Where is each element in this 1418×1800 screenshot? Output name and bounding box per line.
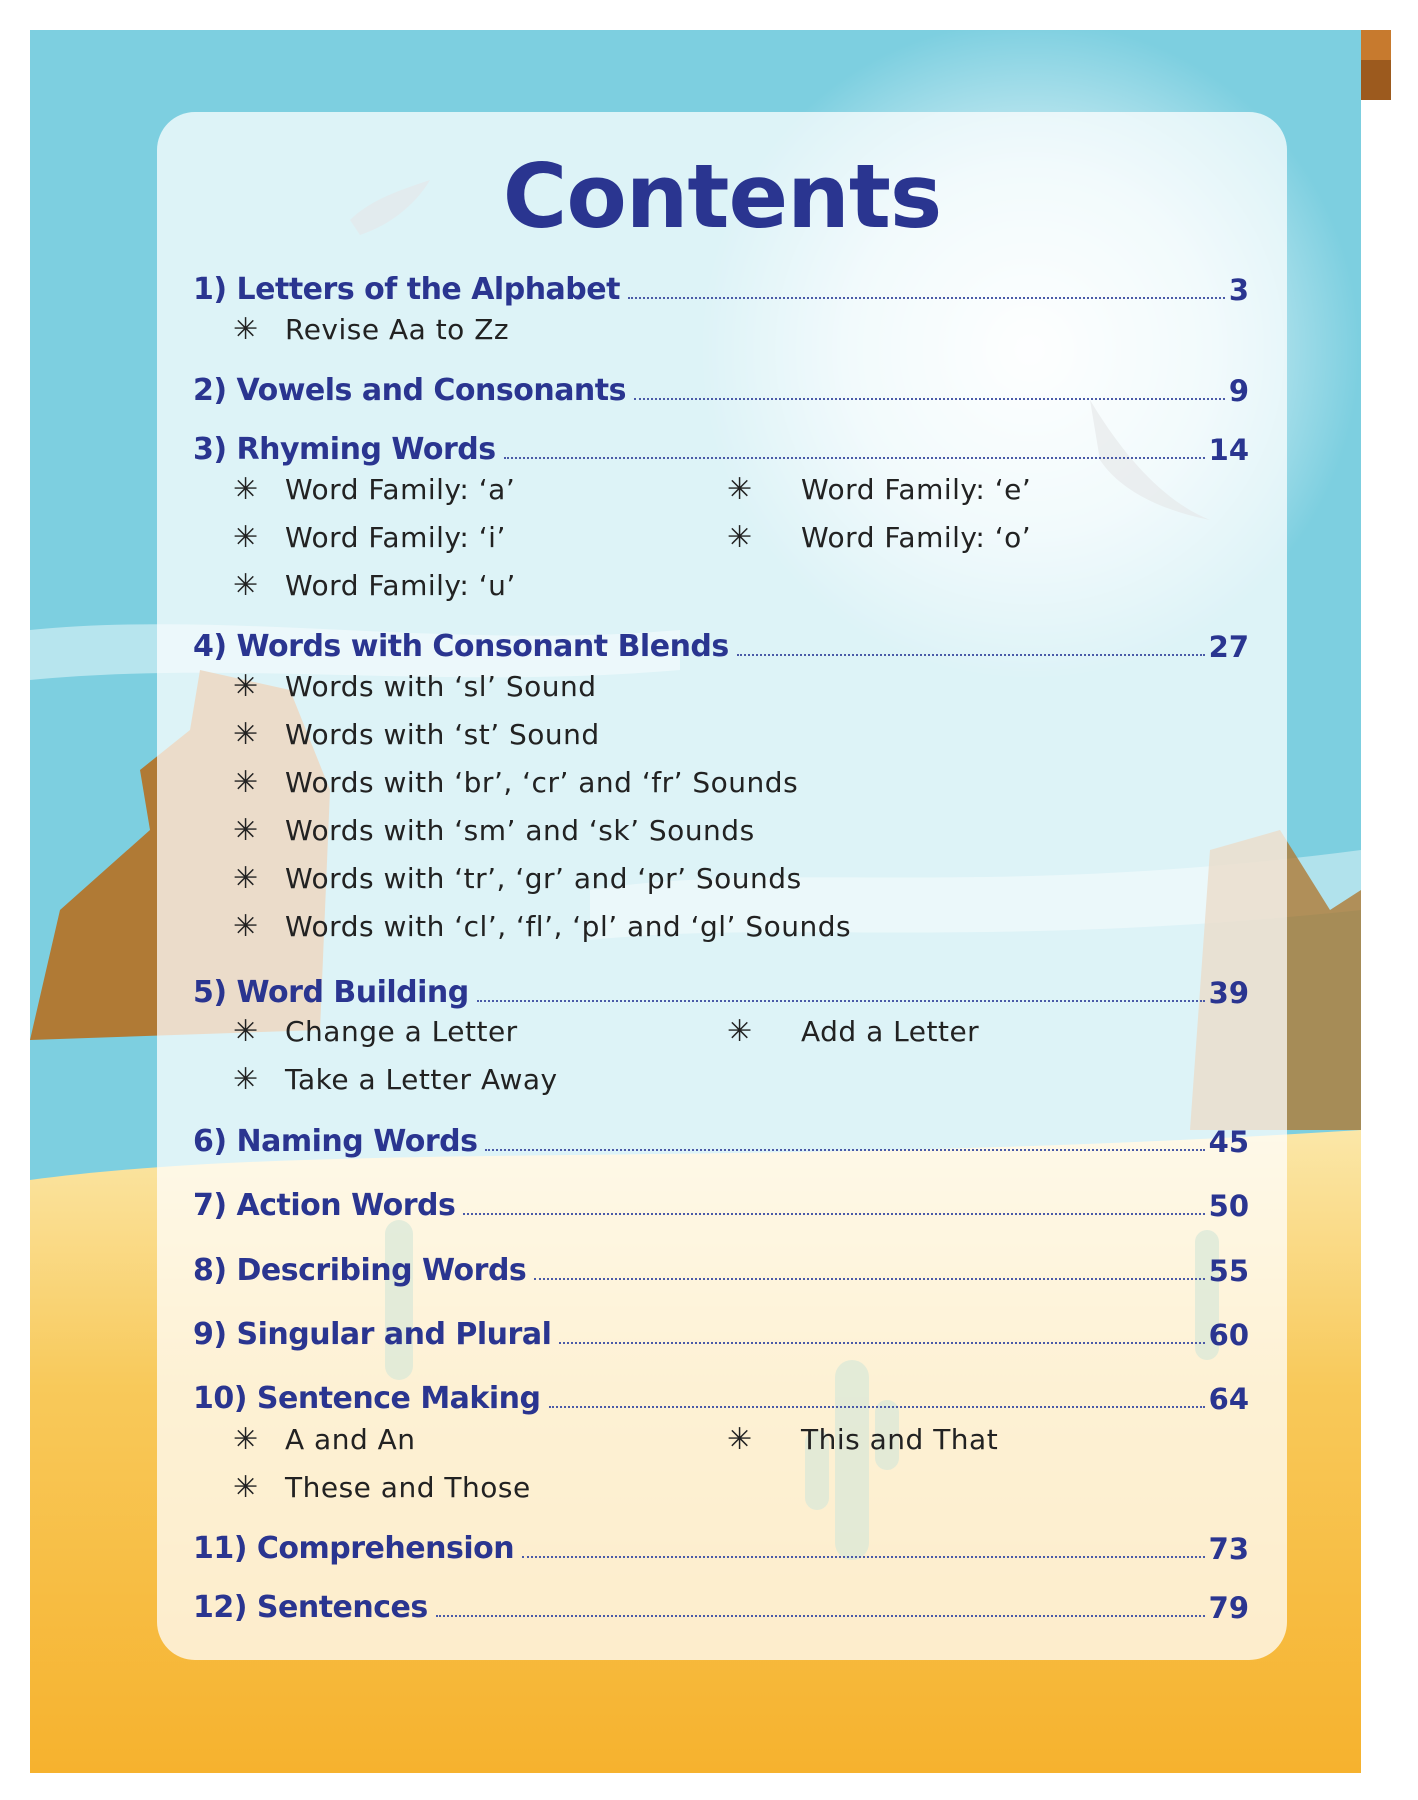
subtopic: ✳ Take a Letter Away bbox=[233, 1062, 558, 1097]
chapter-title: 12) Sentences bbox=[193, 1590, 428, 1625]
dot-leader bbox=[559, 1342, 1204, 1344]
toc-entry[interactable] bbox=[193, 1524, 1249, 1566]
dot-leader bbox=[522, 1556, 1205, 1558]
subtopic: ✳ Revise Aa to Zz bbox=[233, 312, 510, 347]
page-title: Contents bbox=[502, 145, 942, 248]
asterisk-icon: ✳ bbox=[233, 813, 259, 848]
page-number: 60 bbox=[1208, 1318, 1249, 1352]
dot-leader bbox=[436, 1615, 1205, 1617]
subtopic: ✳ Change a Letter bbox=[233, 1014, 518, 1049]
asterisk-icon: ✳ bbox=[233, 1470, 259, 1505]
page-number: 73 bbox=[1208, 1532, 1249, 1566]
chapter-title: 1) Letters of the Alphabet bbox=[193, 272, 620, 307]
subtopic: ✳ Word Family: ‘o’ bbox=[727, 520, 1032, 555]
asterisk-icon: ✳ bbox=[233, 669, 259, 704]
toc-entry[interactable] bbox=[193, 1181, 1249, 1223]
subtopic: ✳ Word Family: ‘u’ bbox=[233, 568, 516, 603]
chapter-title: 6) Naming Words bbox=[193, 1124, 478, 1159]
chapter-title: 10) Sentence Making bbox=[193, 1381, 541, 1416]
chapter-title: 3) Rhyming Words bbox=[193, 432, 496, 467]
asterisk-icon: ✳ bbox=[727, 472, 753, 507]
asterisk-icon: ✳ bbox=[233, 1422, 259, 1457]
subtopic: ✳ Words with ‘tr’, ‘gr’ and ‘pr’ Sounds bbox=[233, 861, 802, 896]
subtopic: ✳ Words with ‘sl’ Sound bbox=[233, 669, 597, 704]
dot-leader bbox=[634, 398, 1225, 400]
toc-entry[interactable] bbox=[193, 265, 1249, 307]
asterisk-icon: ✳ bbox=[233, 568, 259, 603]
dot-leader bbox=[463, 1213, 1204, 1215]
subtopic: ✳ These and Those bbox=[233, 1470, 531, 1505]
page-number: 45 bbox=[1208, 1125, 1249, 1159]
subtopic: ✳ Words with ‘st’ Sound bbox=[233, 717, 600, 752]
subtopic: ✳ Word Family: ‘i’ bbox=[233, 520, 506, 555]
toc-entry[interactable] bbox=[193, 1310, 1249, 1352]
asterisk-icon: ✳ bbox=[727, 1014, 753, 1049]
page-edge bbox=[1361, 30, 1391, 60]
asterisk-icon: ✳ bbox=[233, 1014, 259, 1049]
chapter-title: 11) Comprehension bbox=[193, 1531, 515, 1566]
asterisk-icon: ✳ bbox=[233, 909, 259, 944]
dot-leader bbox=[485, 1149, 1204, 1151]
asterisk-icon: ✳ bbox=[727, 520, 753, 555]
dot-leader bbox=[534, 1278, 1204, 1280]
toc-entry[interactable] bbox=[193, 622, 1249, 664]
asterisk-icon: ✳ bbox=[727, 1422, 753, 1457]
chapter-title: 9) Singular and Plural bbox=[193, 1317, 552, 1352]
subtopic: ✳ Add a Letter bbox=[727, 1014, 980, 1049]
subtopic: ✳ Word Family: ‘e’ bbox=[727, 472, 1032, 507]
toc-entry[interactable] bbox=[193, 425, 1249, 467]
dot-leader bbox=[737, 654, 1205, 656]
toc-entry[interactable] bbox=[193, 1246, 1249, 1288]
page-number: 50 bbox=[1208, 1189, 1249, 1223]
subtopic: ✳ A and An bbox=[233, 1422, 416, 1457]
subtopic: ✳ Word Family: ‘a’ bbox=[233, 472, 516, 507]
chapter-title: 2) Vowels and Consonants bbox=[193, 373, 626, 408]
asterisk-icon: ✳ bbox=[233, 472, 259, 507]
asterisk-icon: ✳ bbox=[233, 520, 259, 555]
subtopic: ✳ This and That bbox=[727, 1422, 999, 1457]
page-number: 64 bbox=[1208, 1382, 1249, 1416]
page-number: 79 bbox=[1208, 1591, 1249, 1625]
dot-leader bbox=[628, 297, 1225, 299]
page-number: 27 bbox=[1208, 630, 1249, 664]
dot-leader bbox=[477, 1000, 1205, 1002]
toc-entry[interactable] bbox=[193, 1117, 1249, 1159]
chapter-title: 5) Word Building bbox=[193, 975, 469, 1010]
chapter-title: 7) Action Words bbox=[193, 1188, 456, 1223]
asterisk-icon: ✳ bbox=[233, 717, 259, 752]
dot-leader bbox=[504, 457, 1205, 459]
subtopic: ✳ Words with ‘br’, ‘cr’ and ‘fr’ Sounds bbox=[233, 765, 799, 800]
page-number: 55 bbox=[1208, 1254, 1249, 1288]
subtopic: ✳ Words with ‘cl’, ‘fl’, ‘pl’ and ‘gl’ Sounds bbox=[233, 909, 852, 944]
asterisk-icon: ✳ bbox=[233, 312, 259, 347]
dot-leader bbox=[549, 1406, 1205, 1408]
asterisk-icon: ✳ bbox=[233, 765, 259, 800]
contents-panel bbox=[157, 112, 1287, 1660]
asterisk-icon: ✳ bbox=[233, 861, 259, 896]
toc-entry[interactable] bbox=[193, 1374, 1249, 1416]
toc-entry[interactable] bbox=[193, 968, 1249, 1010]
page-number: 14 bbox=[1208, 433, 1249, 467]
page-number: 39 bbox=[1208, 976, 1249, 1010]
chapter-title: 4) Words with Consonant Blends bbox=[193, 629, 729, 664]
chapter-title: 8) Describing Words bbox=[193, 1253, 527, 1288]
page-number: 9 bbox=[1228, 374, 1249, 408]
subtopic: ✳ Words with ‘sm’ and ‘sk’ Sounds bbox=[233, 813, 755, 848]
asterisk-icon: ✳ bbox=[233, 1062, 259, 1097]
toc-entry[interactable] bbox=[193, 366, 1249, 408]
toc-entry[interactable] bbox=[193, 1583, 1249, 1625]
page-number: 3 bbox=[1228, 273, 1249, 307]
